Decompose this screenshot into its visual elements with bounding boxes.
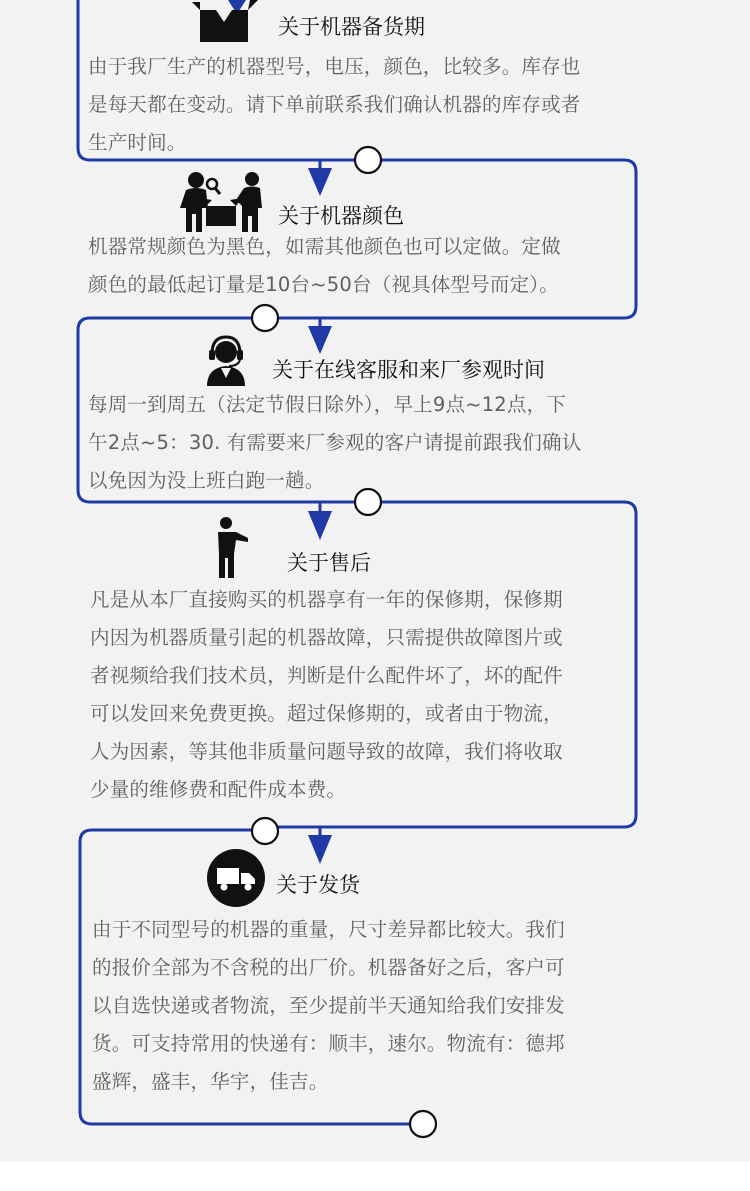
arrow-head-4 bbox=[308, 835, 332, 864]
section-1-title: 关于机器备货期 bbox=[278, 15, 425, 39]
section-5-body bbox=[92, 911, 565, 1101]
person-standing-icon bbox=[214, 516, 250, 578]
section-3-line-3: 以免因为没上班白跑一趟。 bbox=[88, 469, 325, 492]
section-4-title: 关于售后 bbox=[287, 551, 371, 575]
section-5-line-5: 盛辉，盛丰，华宇，佳吉。 bbox=[92, 1070, 329, 1093]
customer-service-headset-icon bbox=[203, 334, 249, 386]
section-4-line-5: 人为因素，等其他非质量问题导致的故障，我们将收取 bbox=[90, 740, 563, 763]
node-circle-5 bbox=[410, 1111, 436, 1137]
section-5-title: 关于发货 bbox=[276, 873, 360, 897]
section-5-line-4: 货。可支持常用的快递有：顺丰，速尔。物流有：德邦 bbox=[92, 1032, 565, 1055]
section-4-line-1: 凡是从本厂直接购买的机器享有一年的保修期，保修期 bbox=[90, 588, 563, 611]
section-1-line-3: 生产时间。 bbox=[88, 131, 187, 154]
section-4-line-2: 内因为机器质量引起的机器故障，只需提供故障图片或 bbox=[90, 626, 563, 649]
open-box-icon bbox=[192, 0, 258, 44]
section-2-title: 关于机器颜色 bbox=[278, 204, 404, 228]
arrow-head-2 bbox=[308, 326, 332, 354]
section-4-body bbox=[90, 581, 563, 809]
section-3-line-1: 每周一到周五（法定节假日除外），早上9点~12点，下 bbox=[88, 393, 567, 416]
section-3-title: 关于在线客服和来厂参观时间 bbox=[272, 358, 545, 382]
node-circle-2 bbox=[252, 305, 278, 331]
section-2-body bbox=[88, 228, 561, 304]
two-workers-inspecting-box-icon bbox=[176, 170, 262, 232]
section-4-line-6: 少量的维修费和配件成本费。 bbox=[90, 778, 347, 801]
delivery-truck-icon bbox=[206, 848, 266, 908]
section-1-body bbox=[88, 48, 581, 162]
arrow-head-3 bbox=[308, 511, 332, 540]
section-5-line-2: 的报价全部为不含税的出厂价。机器备好之后，客户可 bbox=[92, 956, 565, 979]
arrow-head-1 bbox=[308, 168, 332, 196]
section-3-line-2: 午2点~5：30. 有需要来厂参观的客户请提前跟我们确认 bbox=[88, 431, 582, 454]
section-3-body bbox=[88, 386, 581, 500]
section-2-line-1: 机器常规颜色为黑色，如需其他颜色也可以定做。定做 bbox=[88, 235, 561, 258]
node-circle-4 bbox=[252, 818, 278, 844]
section-5-line-1: 由于不同型号的机器的重量，尺寸差异都比较大。我们 bbox=[92, 918, 565, 941]
section-2-line-2: 颜色的最低起订量是10台~50台（视具体型号而定）。 bbox=[88, 273, 559, 296]
section-1-line-1: 由于我厂生产的机器型号，电压，颜色，比较多。库存也 bbox=[88, 55, 581, 78]
section-5-line-3: 以自选快递或者物流，至少提前半天通知给我们安排发 bbox=[92, 994, 565, 1017]
section-4-line-4: 可以发回来免费更换。超过保修期的，或者由于物流， bbox=[90, 702, 563, 725]
section-4-line-3: 者视频给我们技术员，判断是什么配件坏了，坏的配件 bbox=[90, 664, 563, 687]
section-1-line-2: 是每天都在变动。请下单前联系我们确认机器的库存或者 bbox=[88, 93, 581, 116]
